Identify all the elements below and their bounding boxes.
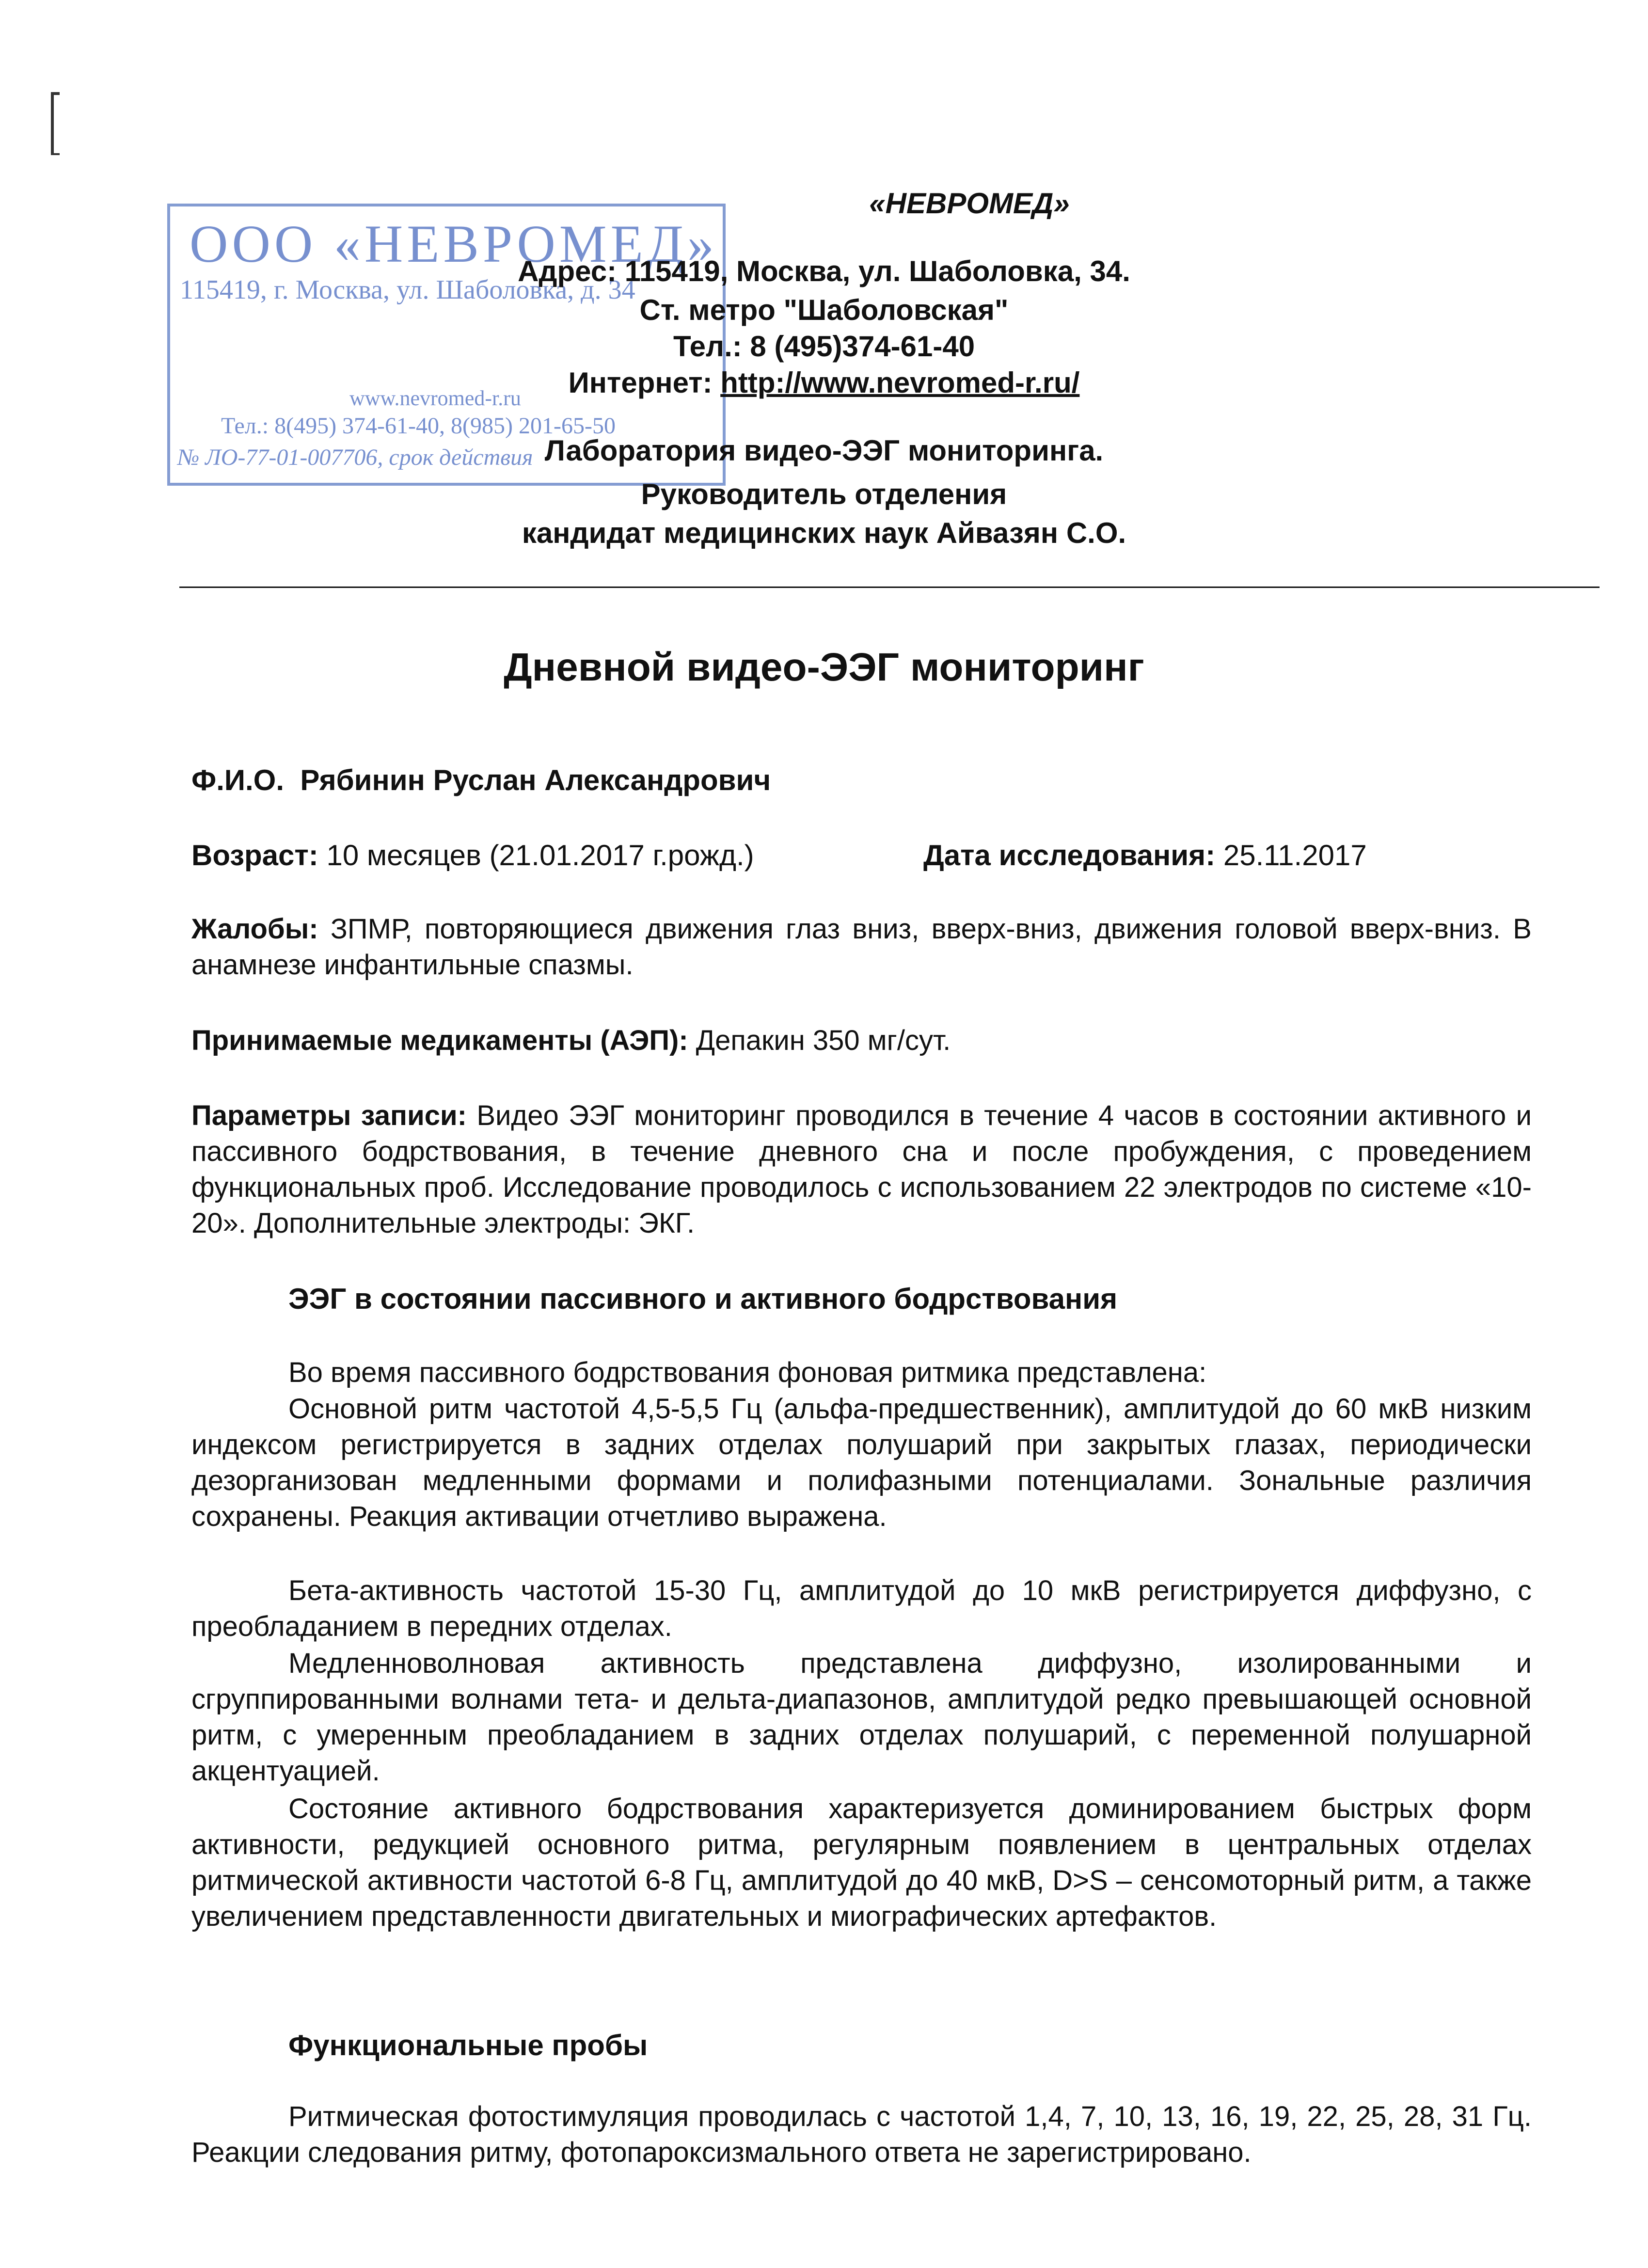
- org-phone: Тел.: 8 (495)374-61-40: [673, 330, 975, 363]
- age-label: Возраст:: [191, 839, 318, 872]
- func-p1-text: Ритмическая фотостимуляция проводилась с частотой 1,4, 7, 10, 13, 16, 19, 22, 25, 28, 31 Гц. Реакции следования ритму, фотопароксизмального ответа не зарегистрировано.: [191, 2101, 1532, 2168]
- wake-paragraph-1: [191, 1391, 1532, 1535]
- fio-label: Ф.И.О.: [191, 764, 285, 796]
- org-internet: [0, 366, 1648, 399]
- medication-text: Депакин 350 мг/сут.: [696, 1025, 951, 1056]
- func-paragraph-1: [191, 2099, 1532, 2171]
- stamp-name: ООО «НЕВРОМЕД»: [190, 214, 718, 273]
- wake-section-heading: ЭЭГ в состоянии пассивного и активного бодрствования: [288, 1283, 1118, 1315]
- org-address: Адрес: 115419, Москва, ул. Шаболовка, 34.: [518, 255, 1130, 287]
- document-title: Дневной видео-ЭЭГ мониторинг: [504, 645, 1144, 689]
- wake-p4-text: Состояние активного бодрствования характеризуется доминированием быстрых форм активности, редукцией основного ритма, регулярным появлением в центральных отделах ритмической активности частотой 6-8 Гц, амплитудой до 40 мкВ, D>S – сенсомоторный ритм, а также увеличением представленности двигательных и миографических артефактов.: [191, 1793, 1532, 1932]
- complaints-text: ЗПМР, повторяющиеся движения глаз вниз, вверх-вниз, движения головой вверх-вниз. В анамнезе инфантильные спазмы.: [191, 913, 1532, 981]
- org-name: «НЕВРОМЕД»: [869, 187, 1070, 220]
- patient-age: [191, 839, 754, 872]
- org-metro: Ст. метро "Шаболовская": [639, 294, 1009, 326]
- wake-paragraph-3: [191, 1646, 1532, 1789]
- stamp-license: № ЛО-77-01-007706, срок действия: [177, 444, 533, 470]
- params-paragraph: [191, 1098, 1532, 1241]
- wake-paragraph-4: [191, 1791, 1532, 1935]
- date-value: 25.11.2017: [1223, 839, 1367, 872]
- medication-label: Принимаемые медикаменты (АЭП):: [191, 1025, 688, 1056]
- internet-label: Интернет:: [568, 366, 713, 399]
- header-divider: [179, 587, 1600, 588]
- website-link[interactable]: http://www.nevromed-r.ru/: [720, 366, 1080, 399]
- params-label: Параметры записи:: [191, 1100, 467, 1131]
- wake-p3-text: Медленноволновая активность представлена диффузно, изолированными и сгруппированными волнами тета- и дельта-диапазонов, амплитудой редко превышающей основной ритм, с умеренным преобладанием в задних отделах полушарий, с переменной полушарной акцентуацией.: [191, 1648, 1532, 1787]
- lab-name: Лаборатория видео-ЭЭГ мониторинга.: [544, 434, 1104, 467]
- head-name: кандидат медицинских наук Айвазян С.О.: [522, 517, 1126, 549]
- func-section-heading: Функциональные пробы: [288, 2029, 648, 2062]
- stamp-address: 115419, г. Москва, ул. Шаболовка, д. 34: [180, 275, 635, 305]
- stamp-phones: Тел.: 8(495) 374-61-40, 8(985) 201-65-50: [221, 413, 616, 439]
- patient-fio: [191, 763, 771, 797]
- complaints-paragraph: [191, 911, 1532, 983]
- params-text: Видео ЭЭГ мониторинг проводился в течение 4 часов в состоянии активного и пассивного бодрствования, в течение дневного сна и после пробуждения, с проведением функциональных проб. Исследование проводилось с использованием 22 электродов по системе «10-20». Дополнительные электроды: ЭКГ.: [191, 1100, 1532, 1239]
- medication-paragraph: [191, 1023, 1532, 1059]
- wake-intro: [191, 1355, 1532, 1391]
- margin-bracket-mark: [51, 92, 60, 155]
- fio-value: Рябинин Руслан Александрович: [300, 764, 771, 796]
- wake-p1-text: Основной ритм частотой 4,5-5,5 Гц (альфа-предшественник), амплитудой до 60 мкВ низким индексом регистрируется в задних отделах полушарий при закрытых глазах, периодически дезорганизован медленными формами и полифазными потенциалами. Зональные различия сохранены. Реакция активации отчетливо выражена.: [191, 1393, 1532, 1532]
- exam-date: [923, 839, 1367, 872]
- head-role: Руководитель отделения: [641, 478, 1007, 510]
- wake-intro-text: Во время пассивного бодрствования фоновая ритмика представлена:: [288, 1357, 1207, 1388]
- wake-p2-text: Бета-активность частотой 15-30 Гц, амплитудой до 10 мкВ регистрируется диффузно, с преобладанием в передних отделах.: [191, 1575, 1532, 1642]
- complaints-label: Жалобы:: [191, 913, 318, 945]
- age-value: 10 месяцев (21.01.2017 г.рожд.): [326, 839, 754, 872]
- stamp-website: www.nevromed-r.ru: [349, 386, 521, 410]
- date-label: Дата исследования:: [923, 839, 1216, 872]
- wake-paragraph-2: [191, 1573, 1532, 1645]
